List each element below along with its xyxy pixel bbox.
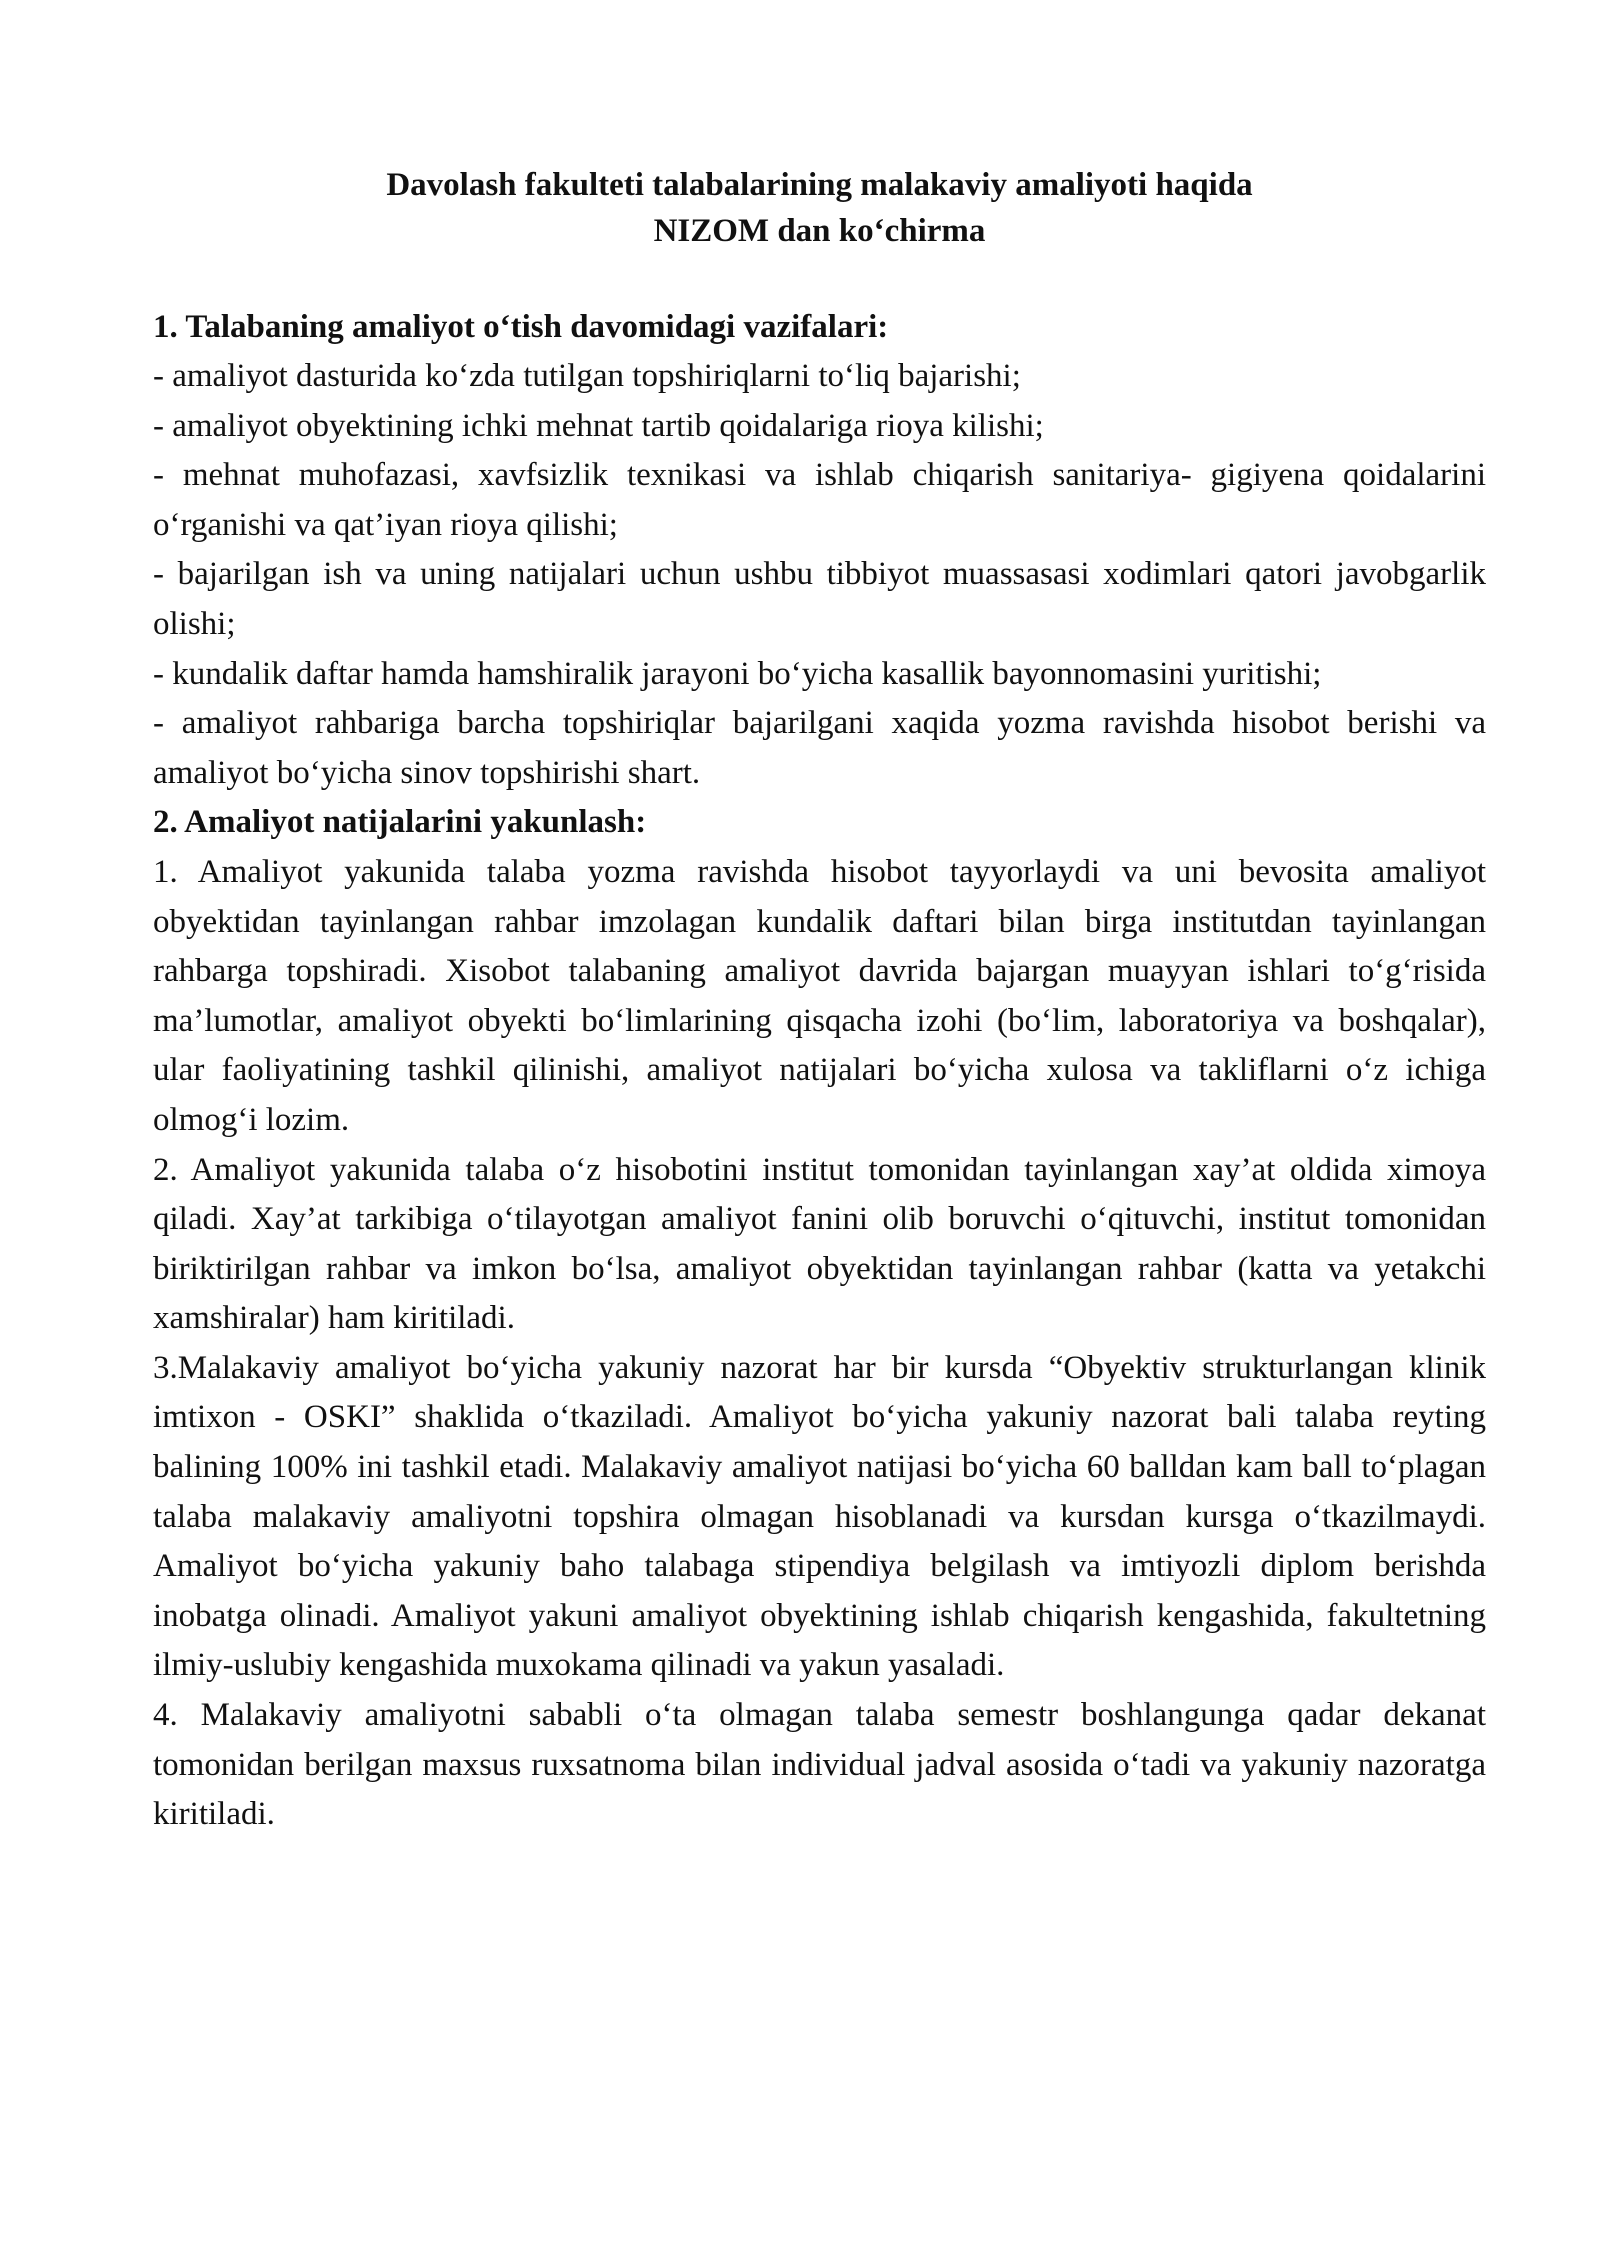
section-1-item: - amaliyot dasturida ko‘zda tutilgan topshiriqlarni to‘liq bajarishi; bbox=[153, 358, 1021, 394]
title-line-2-rest: dan ko‘chirma bbox=[769, 213, 986, 249]
document-page bbox=[153, 162, 1486, 1840]
document-title bbox=[153, 162, 1486, 254]
section-1-item: - bajarilgan ish va uning natijalari uchun ushbu tibbiyot muassasasi xodimlari qatori javobgarlik olishi; bbox=[153, 556, 1486, 642]
title-line-2 bbox=[153, 208, 1486, 254]
section-2-item: 4. Malakaviy amaliyotni sababli o‘ta olmagan talaba semestr boshlangunga qadar dekanat tomonidan berilgan maxsus ruxsatnoma bilan individual jadval asosida o‘tadi va yakuniy nazoratga kiritiladi. bbox=[153, 1697, 1486, 1833]
section-2-item: 1. Amaliyot yakunida talaba yozma ravishda hisobot tayyorlaydi va uni bevosita amaliyot obyektidan tayinlangan rahbar imzolagan kundalik daftari bilan birga institutdan tayinlangan rahbarga topshiradi. Xisobot talabaning amaliyot davrida bajargan muayyan ishlari to‘g‘risida ma’lumotlar, amaliyot obyekti bo‘limlarining qisqacha izohi (bo‘lim, laboratoriya va boshqalar), ular faoliyatining tashkil qilinishi, amaliyot natijalari bo‘yicha xulosa va takliflarni o‘z ichiga olmog‘i lozim. bbox=[153, 853, 1486, 1138]
section-2 bbox=[153, 798, 1486, 1839]
section-1 bbox=[153, 302, 1486, 798]
section-1-item: - mehnat muhofazasi, xavfsizlik texnikasi va ishlab chiqarish sanitariya- gigiyena qoidalarini o‘rganishi va qat’iyan rioya qilishi; bbox=[153, 457, 1486, 543]
section-1-item: - kundalik daftar hamda hamshiralik jarayoni bo‘yicha kasallik bayonnomasini yuritishi; bbox=[153, 655, 1322, 692]
section-1-item: - amaliyot rahbariga barcha topshiriqlar bajarilgani xaqida yozma ravishda hisobot berishi va amaliyot bo‘yicha sinov topshirishi shart. bbox=[153, 705, 1486, 791]
section-2-heading: 2. Amaliyot natijalarini yakunlash: bbox=[153, 804, 647, 841]
section-1-heading: 1. Talabaning amaliyot o‘tish davomidagi vazifalari: bbox=[153, 309, 889, 345]
title-line-1: Davolash fakulteti talabalarining malakaviy amaliyoti haqida bbox=[386, 167, 1253, 203]
section-1-item: - amaliyot obyektining ichki mehnat tartib qoidalariga rioya kilishi; bbox=[153, 407, 1044, 444]
title-nizom: NIZOM bbox=[653, 213, 770, 249]
section-2-item: 3.Malakaviy amaliyot bo‘yicha yakuniy nazorat har bir kursda “Obyektiv strukturlangan klinik imtixon - OSKI” shaklida o‘tkaziladi. Amaliyot bo‘yicha yakuniy nazorat bali talaba reyting balining 100% ini tashkil etadi. Malakaviy amaliyot natijasi bo‘yicha 60 balldan kam ball to‘plagan talaba malakaviy amaliyotni topshira olmagan hisoblanadi va kursdan kursga o‘tkazilmaydi. Amaliyot bo‘yicha yakuniy baho talabaga stipendiya belgilash va imtiyozli diplom berishda inobatga olinadi. Amaliyot yakuni amaliyot obyektining ishlab chiqarish kengashida, fakultetning ilmiy-uslubiy kengashida muxokama qilinadi va yakun yasaladi. bbox=[153, 1349, 1486, 1684]
section-2-item: 2. Amaliyot yakunida talaba o‘z hisobotini institut tomonidan tayinlangan xay’at oldida ximoya qiladi. Xay’at tarkibiga o‘tilayotgan amaliyot fanini olib boruvchi o‘qituvchi, institut tomonidan biriktirilgan rahbar va imkon bo‘lsa, amaliyot obyektidan tayinlangan rahbar (katta va yetakchi xamshiralar) ham kiritiladi. bbox=[153, 1151, 1486, 1337]
